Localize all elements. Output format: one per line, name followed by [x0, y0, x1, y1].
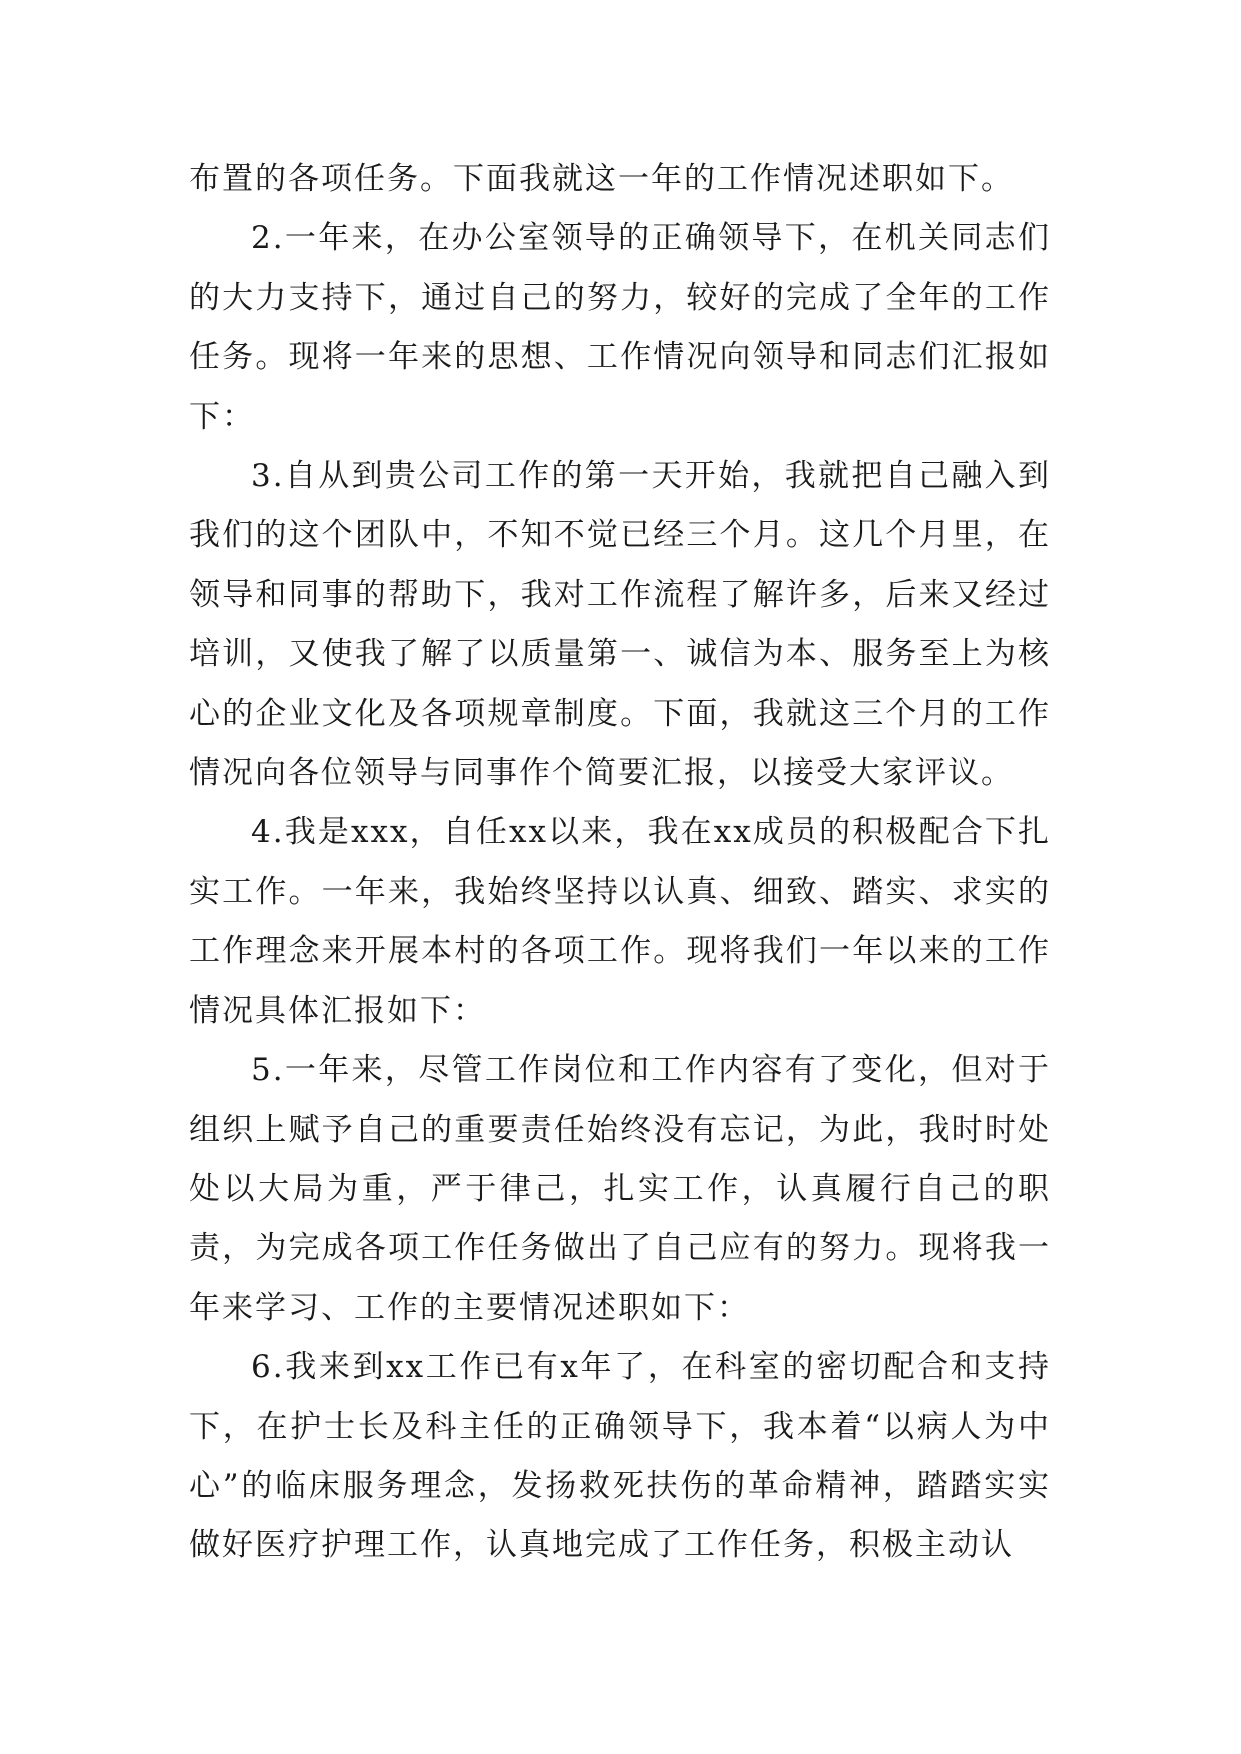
- paragraph-5: 5.一年来，尽管工作岗位和工作内容有了变化，但对于组织上赋予自己的重要责任始终没有忘记，为此，我时时处处以大局为重，严于律己，扎实工作，认真履行自己的职责，为完成各项工作任务做出了自己应有的努力。现将我一年来学习、工作的主要情况述职如下：: [189, 1052, 1051, 1326]
- paragraph-6: 6.我来到xx工作已有x年了，在科室的密切配合和支持下，在护士长及科主任的正确领导下，我本着“以病人为中心”的临床服务理念，发扬救死扶伤的革命精神，踏踏实实做好医疗护理工作，认真地完成了工作任务，积极主动认: [189, 1349, 1051, 1564]
- paragraph-4: 4.我是xxx，自任xx以来，我在xx成员的积极配合下扎实工作。一年来，我始终坚持以认真、细致、踏实、求实的工作理念来开展本村的各项工作。现将我们一年以来的工作情况具体汇报如下：: [189, 814, 1051, 1029]
- paragraph-1: 布置的各项任务。下面我就这一年的工作情况述职如下。: [189, 161, 1014, 197]
- paragraph-3: 3.自从到贵公司工作的第一天开始，我就把自己融入到我们的这个团队中，不知不觉已经三个月。这几个月里，在领导和同事的帮助下，我对工作流程了解许多，后来又经过培训，又使我了解了以质量第一、诚信为本、服务至上为核心的企业文化及各项规章制度。下面，我就这三个月的工作情况向各位领导与同事作个简要汇报，以接受大家评议。: [189, 458, 1051, 792]
- document-body: [189, 150, 1051, 1576]
- paragraph-2: 2.一年来，在办公室领导的正确领导下，在机关同志们的大力支持下，通过自己的努力，较好的完成了全年的工作任务。现将一年来的思想、工作情况向领导和同志们汇报如下：: [189, 220, 1051, 435]
